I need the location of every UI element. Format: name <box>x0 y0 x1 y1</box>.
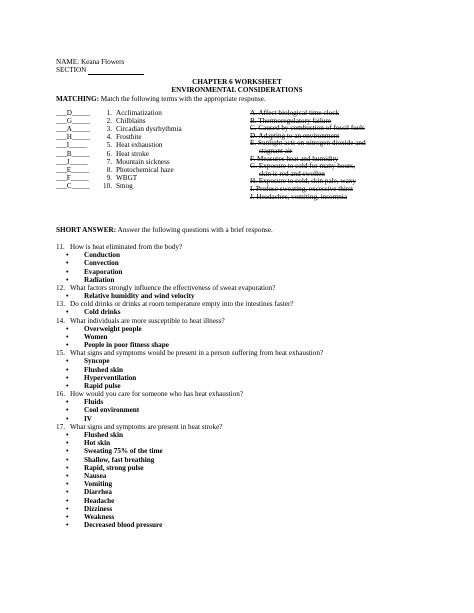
matching-answer: ___I_____ <box>56 141 88 150</box>
question-number: 14. <box>56 316 65 325</box>
matching-term: Smog <box>116 181 133 190</box>
short-answer-heading: SHORT ANSWER: <box>56 226 117 234</box>
answer-item: • Dizziness <box>84 505 112 514</box>
answer-item: • Decreased blood pressure <box>84 521 162 530</box>
answer-item: • Flushed skin <box>84 366 123 375</box>
matching-answer: ___A_____ <box>56 125 90 134</box>
matching-response: I. Profuse sweating, excessive thirst <box>250 185 353 193</box>
matching-answer: ___G_____ <box>56 117 90 126</box>
question-text: What individuals are more susceptible to heat illness? <box>70 316 225 325</box>
question-text: What signs and symptoms would be present in a person suffering from heat exhaustion? <box>70 349 324 358</box>
answer-item: • Sweating 75% of the time <box>84 447 163 456</box>
worksheet-title: CHAPTER 6 WORKSHEET <box>192 78 282 86</box>
answer-item: • Cool environment <box>84 406 139 415</box>
section-label: SECTION <box>56 66 87 74</box>
matching-term: Frostbite <box>116 133 142 142</box>
question-text: How is heat eliminated from the body? <box>70 243 183 251</box>
answer-item: • Cold drinks <box>84 308 121 317</box>
matching-instruction-text: Match the following terms with the appropriate response. <box>100 95 266 103</box>
answer-item: • Evaporation <box>84 268 122 277</box>
matching-number: 3. <box>106 125 112 134</box>
matching-answer: ___C_____ <box>56 181 90 190</box>
matching-response: E. Sunlight acts on nitrogen dioxide and <box>250 139 366 148</box>
matching-answer: ___F_____ <box>56 173 89 182</box>
matching-answer: ___H_____ <box>56 133 90 142</box>
question-text: How would you care for someone who has heat exhaustion? <box>70 390 244 399</box>
matching-number: 7. <box>106 157 112 166</box>
answer-item: • Vomiting <box>84 480 112 489</box>
matching-number: 2. <box>106 117 112 126</box>
matching-term: Circadian dysrhythmia <box>116 125 182 134</box>
answer-item: • Headache <box>84 497 114 506</box>
matching-response: C. Caused by combustion of fossil fuels <box>250 124 365 133</box>
question-number: 17. <box>56 422 65 431</box>
matching-term: Acclimatization <box>116 109 162 117</box>
answer-item: • Conduction <box>84 251 120 260</box>
answer-item: • Women <box>84 333 108 342</box>
answer-item: • Nausea <box>84 472 106 481</box>
answer-item: • Syncope <box>84 357 110 366</box>
question-number: 16. <box>56 390 65 399</box>
matching-number: 5. <box>106 141 112 150</box>
matching-term: Heat stroke <box>116 149 149 158</box>
question-text: What factors strongly influence the effectiveness of sweat evaporation? <box>70 283 276 292</box>
answer-item: • Weakness <box>84 513 114 522</box>
answer-item: • Rapid pulse <box>84 382 121 391</box>
short-answer-instructions <box>56 226 273 235</box>
section-blank <box>88 67 144 75</box>
answer-item: • Shallow, fast breathing <box>84 456 154 465</box>
matching-number: 6. <box>106 149 112 158</box>
answer-item: • Relative humidity and wind velocity <box>84 292 195 301</box>
question-number: 12. <box>56 283 65 292</box>
question-number: 11. <box>56 243 65 251</box>
matching-term: Heat exhaustion <box>116 141 163 150</box>
matching-response: J. Headaches, vomiting, insomnia <box>250 192 348 201</box>
matching-number: 9. <box>106 173 112 182</box>
matching-response: D. Adapting to an environment <box>250 131 340 140</box>
matching-term: WBGT <box>116 173 138 182</box>
matching-response: F. Measures heat and humidity <box>250 154 339 163</box>
matching-response: A. Affect biological time clock <box>250 109 340 117</box>
answer-item: • Flushed skin <box>84 431 123 440</box>
matching-answer: ___D_____ <box>56 109 90 117</box>
answer-item: • People in poor fitness shape <box>84 341 169 350</box>
worksheet-subtitle: ENVIRONMENTAL CONSIDERATIONS <box>171 86 303 94</box>
answer-item: • Rapid, strong pulse <box>84 464 144 473</box>
name-line: NAME: Keana Flowers <box>56 58 125 66</box>
matching-response: B. Thermoregulatory failure <box>250 116 332 125</box>
matching-row <box>56 182 133 191</box>
answer-item: • Overweight people <box>84 325 142 334</box>
matching-heading: MATCHING: <box>56 95 99 103</box>
answer-item: • Diarrhea <box>84 488 112 497</box>
matching-instructions <box>56 95 266 104</box>
question-number: 13. <box>56 300 65 309</box>
answer-item: • Convection <box>84 259 119 268</box>
answer-item: • Radiation <box>84 276 114 285</box>
question-number: 15. <box>56 349 65 358</box>
matching-response: H. Exposure to cold, skin pale, waxy <box>250 177 356 186</box>
answer-item: • IV <box>84 415 92 424</box>
short-answer-instruction-text: Answer the following questions with a brief response. <box>117 226 273 234</box>
matching-number: 1. <box>106 109 112 117</box>
matching-number: 8. <box>106 165 112 174</box>
matching-term: Chilblains <box>116 117 146 126</box>
matching-response: stagnant air <box>259 147 293 155</box>
matching-answer: ___E_____ <box>56 165 90 174</box>
matching-answer: ___B_____ <box>56 149 90 158</box>
matching-number: 10. <box>103 181 112 190</box>
question <box>56 423 223 432</box>
question-text: Do cold drinks or drinks at room temperature empty into the intestines faster? <box>70 300 294 309</box>
answer-item: • Hot skin <box>84 439 110 448</box>
matching-term: Mountain sickness <box>116 157 170 166</box>
matching-response: G. Exposure to cold for many hours, <box>250 162 355 171</box>
answer-item: • Fluids <box>84 398 103 407</box>
matching-number: 4. <box>106 133 112 142</box>
matching-answer: ___J_____ <box>56 157 88 166</box>
section-line <box>56 66 144 75</box>
answer-item: • Hyperventilation <box>84 374 136 383</box>
matching-response: skin is red and swollen <box>259 169 325 178</box>
matching-term: Photochemical haze <box>116 165 174 174</box>
question-text: What signs and symptoms are present in heat stroke? <box>70 422 223 431</box>
